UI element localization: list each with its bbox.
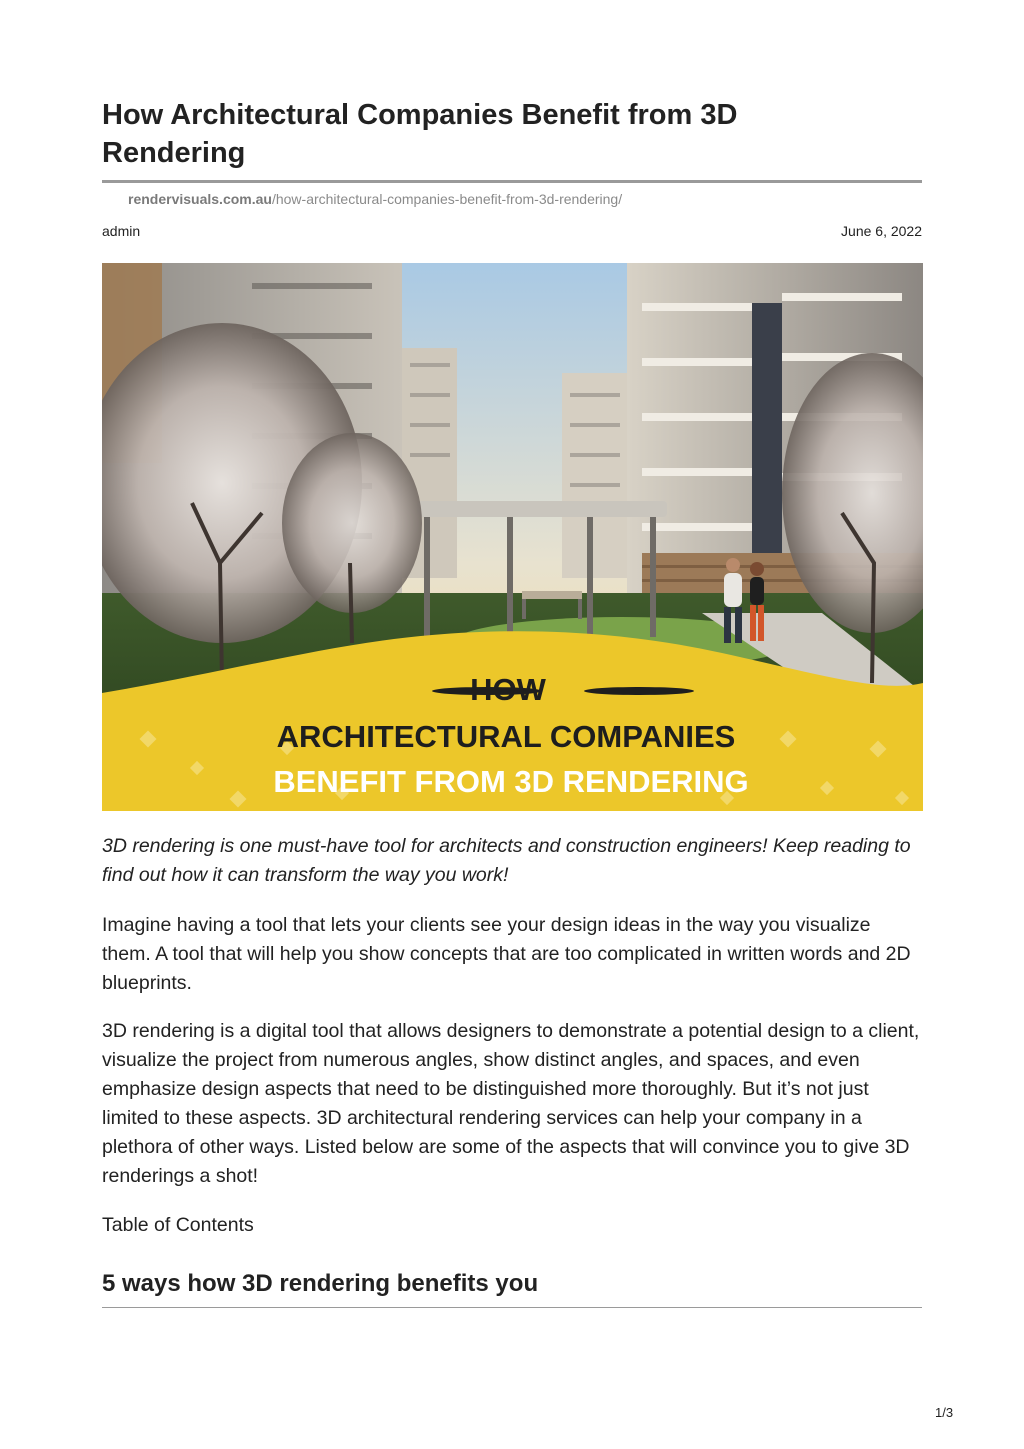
author-name: admin <box>102 223 141 239</box>
section-heading: 5 ways how 3D rendering benefits you <box>102 1270 539 1297</box>
body-paragraph-1: Imagine having a tool that lets your clients see your design ideas in the way you visualize them. A tool that will help you show concepts that are too complicated in written words and 2D blueprints. <box>102 914 911 994</box>
source-path[interactable]: /how-architectural-companies-benefit-from-3d-rendering/ <box>271 191 623 207</box>
page-number: 1/3 <box>935 1405 954 1420</box>
publish-date: June 6, 2022 <box>841 223 922 239</box>
page-title: How Architectural Companies Benefit from 3D Rendering <box>102 99 738 169</box>
source-domain[interactable]: rendervisuals.com.au <box>128 191 272 207</box>
source-url[interactable] <box>128 190 622 208</box>
hero-image <box>102 263 923 811</box>
section-divider <box>102 1307 922 1308</box>
hero-text-line2: ARCHITECTURAL COMPANIES <box>276 719 736 754</box>
table-of-contents-label[interactable]: Table of Contents <box>102 1214 254 1236</box>
title-divider <box>102 180 922 183</box>
body-paragraph-2: 3D rendering is a digital tool that allows designers to demonstrate a potential design to a client, visualize the project from numerous angles, show distinct angles, and spaces, and even emphasize design aspects that need to be distinguished more thoroughly. But it’s not just limited to these aspects. 3D architectural rendering services can help your company in a plethora of other ways. Listed below are some of the aspects that will convince you to give 3D renderings a shot! <box>102 1020 920 1187</box>
hero-text-line1: HOW <box>470 672 546 707</box>
hero-text-line3: BENEFIT FROM 3D RENDERING <box>273 764 749 799</box>
lead-paragraph: 3D rendering is one must-have tool for architects and construction engineers! Keep reading to find out how it can transform the way you work! <box>102 835 911 886</box>
